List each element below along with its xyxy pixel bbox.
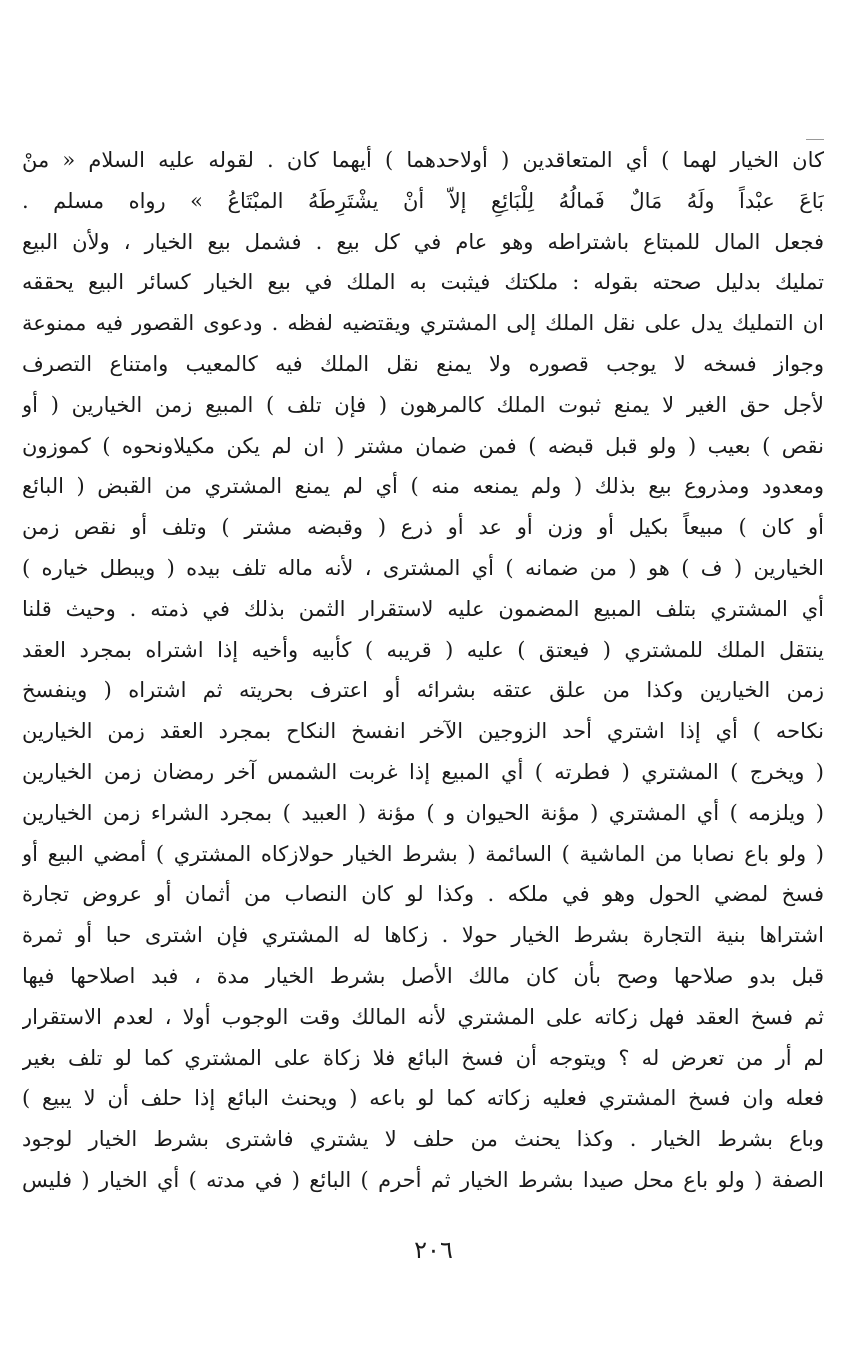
text-line: الخيارين ( ف ) هو ( من ضمانه ) أي المشترى ، لأنه ماله تلف بيده ( ويبطل خياره ) xyxy=(22,555,824,580)
text-line: ( ولو باع نصابا من الماشية ) السائمة ( بشرط الخيار حولازكاه المشتري ) أمضي البيع أو xyxy=(22,841,824,866)
page-number: ٢٠٦ xyxy=(414,1236,453,1264)
text-line: ان التمليك يدل على نقل الملك إلى المشتري ويقتضيه لفظه . ودعوى القصور فيه ممنوعة xyxy=(22,311,824,336)
body-text xyxy=(22,140,824,1201)
text-line: بَاعَ عبْداً ولَهُ مَالٌ فَمالُهُ لِلْبَائِعِ إلاّ أنْ يشْتَرِطَهُ المبْتَاعُ » رواه مسلم . xyxy=(22,188,824,213)
text-line: فعله وان فسخ المشتري فعليه زكاته كما لو باعه ( ويحنث البائع إذا حلف أن لا يبيع ) xyxy=(22,1086,824,1111)
text-line: تمليك بدليل صحته بقوله : ملكتك فيثبت به الملك في بيع الخيار كسائر البيع يحققه xyxy=(22,270,824,295)
text-line: ( ويخرج ) المشتري ( فطرته ) أي المبيع إذا غربت الشمس آخر رمضان زمن الخيارين xyxy=(22,759,824,784)
text-line: لم أر من تعرض له ؟ ويتوجه أن فسخ البائع فلا زكاة على المشتري كما لو تلف بغير xyxy=(22,1045,824,1070)
text-line: ومعدود ومذروع بيع بذلك ( ولم يمنعه منه ) أي لم يمنع المشتري من القبض ( البائع xyxy=(22,474,824,499)
text-line: فسخ لمضي الحول وهو في ملكه . وكذا لو كان النصاب من أثمان أو عروض تجارة xyxy=(22,882,824,907)
text-line: اشتراها بنية التجارة بشرط الخيار حولا . زكاها له المشتري فإن اشترى حبا أو ثمرة xyxy=(22,923,824,948)
text-line: فجعل المال للمبتاع باشتراطه وهو عام في كل بيع . فشمل بيع الخيار ، ولأن البيع xyxy=(22,229,824,254)
text-line: لأجل حق الغير لا يمنع ثبوت الملك كالمرهون ( فإن تلف ) المبيع زمن الخيارين ( أو xyxy=(22,392,824,417)
text-line: نكاحه ) أي إذا اشتري أحد الزوجين الآخر انفسخ النكاح بمجرد العقد زمن الخيارين xyxy=(22,719,824,744)
text-line: أو كان ) مبيعاً بكيل أو وزن أو عد أو ذرع ( وقبضه مشتر ) وتلف أو نقص زمن xyxy=(22,515,824,540)
text-line: كان الخيار لهما ) أي المتعاقدين ( أولاحدهما ) أيهما كان . لقوله عليه السلام « منْ xyxy=(22,148,824,172)
text-line: ينتقل الملك للمشتري ( فيعتق ) عليه ( قريبه ) كأبيه وأخيه إذا اشتراه بمجرد العقد xyxy=(22,637,824,662)
text-line: أي المشتري بتلف المبيع المضمون عليه لاستقرار الثمن بذلك في ذمته . وحيث قلنا xyxy=(22,596,824,621)
text-line: وباع بشرط الخيار . وكذا يحنث من حلف لا يشتري فاشترى بشرط الخيار لوجود xyxy=(22,1127,824,1152)
text-line: ( ويلزمه ) أي المشتري ( مؤنة الحيوان و ) مؤنة ( العبيد ) بمجرد الشراء زمن الخيارين xyxy=(22,800,824,825)
text-line: الصفة ( ولو باع محل صيدا بشرط الخيار ثم أحرم ) البائع ( في مدته ) أي الخيار ( فليس xyxy=(22,1167,824,1192)
text-line: قبل بدو صلاحها وصح بأن كان مالك الأصل بشرط الخيار مدة ، فبد اصلاحها فيها xyxy=(22,963,824,988)
text-line: ثم فسخ العقد فهل زكاته على المشتري لأنه المالك وقت الوجوب أولا ، لعدم الاستقرار xyxy=(22,1004,824,1029)
text-line: نقص ) بعيب ( ولو قبل قبضه ) فمن ضمان مشتر ( ان لم يكن مكيلاونحوه ) كموزون xyxy=(22,433,824,458)
text-line: وجواز فسخه لا يوجب قصوره ولا يمنع نقل الملك فيه كالمعيب وامتناع التصرف xyxy=(22,351,824,376)
text-line: زمن الخيارين وكذا من علق عتقه بشرائه أو اعترف بحريته ثم اشتراه ( وينفسخ xyxy=(22,678,824,703)
